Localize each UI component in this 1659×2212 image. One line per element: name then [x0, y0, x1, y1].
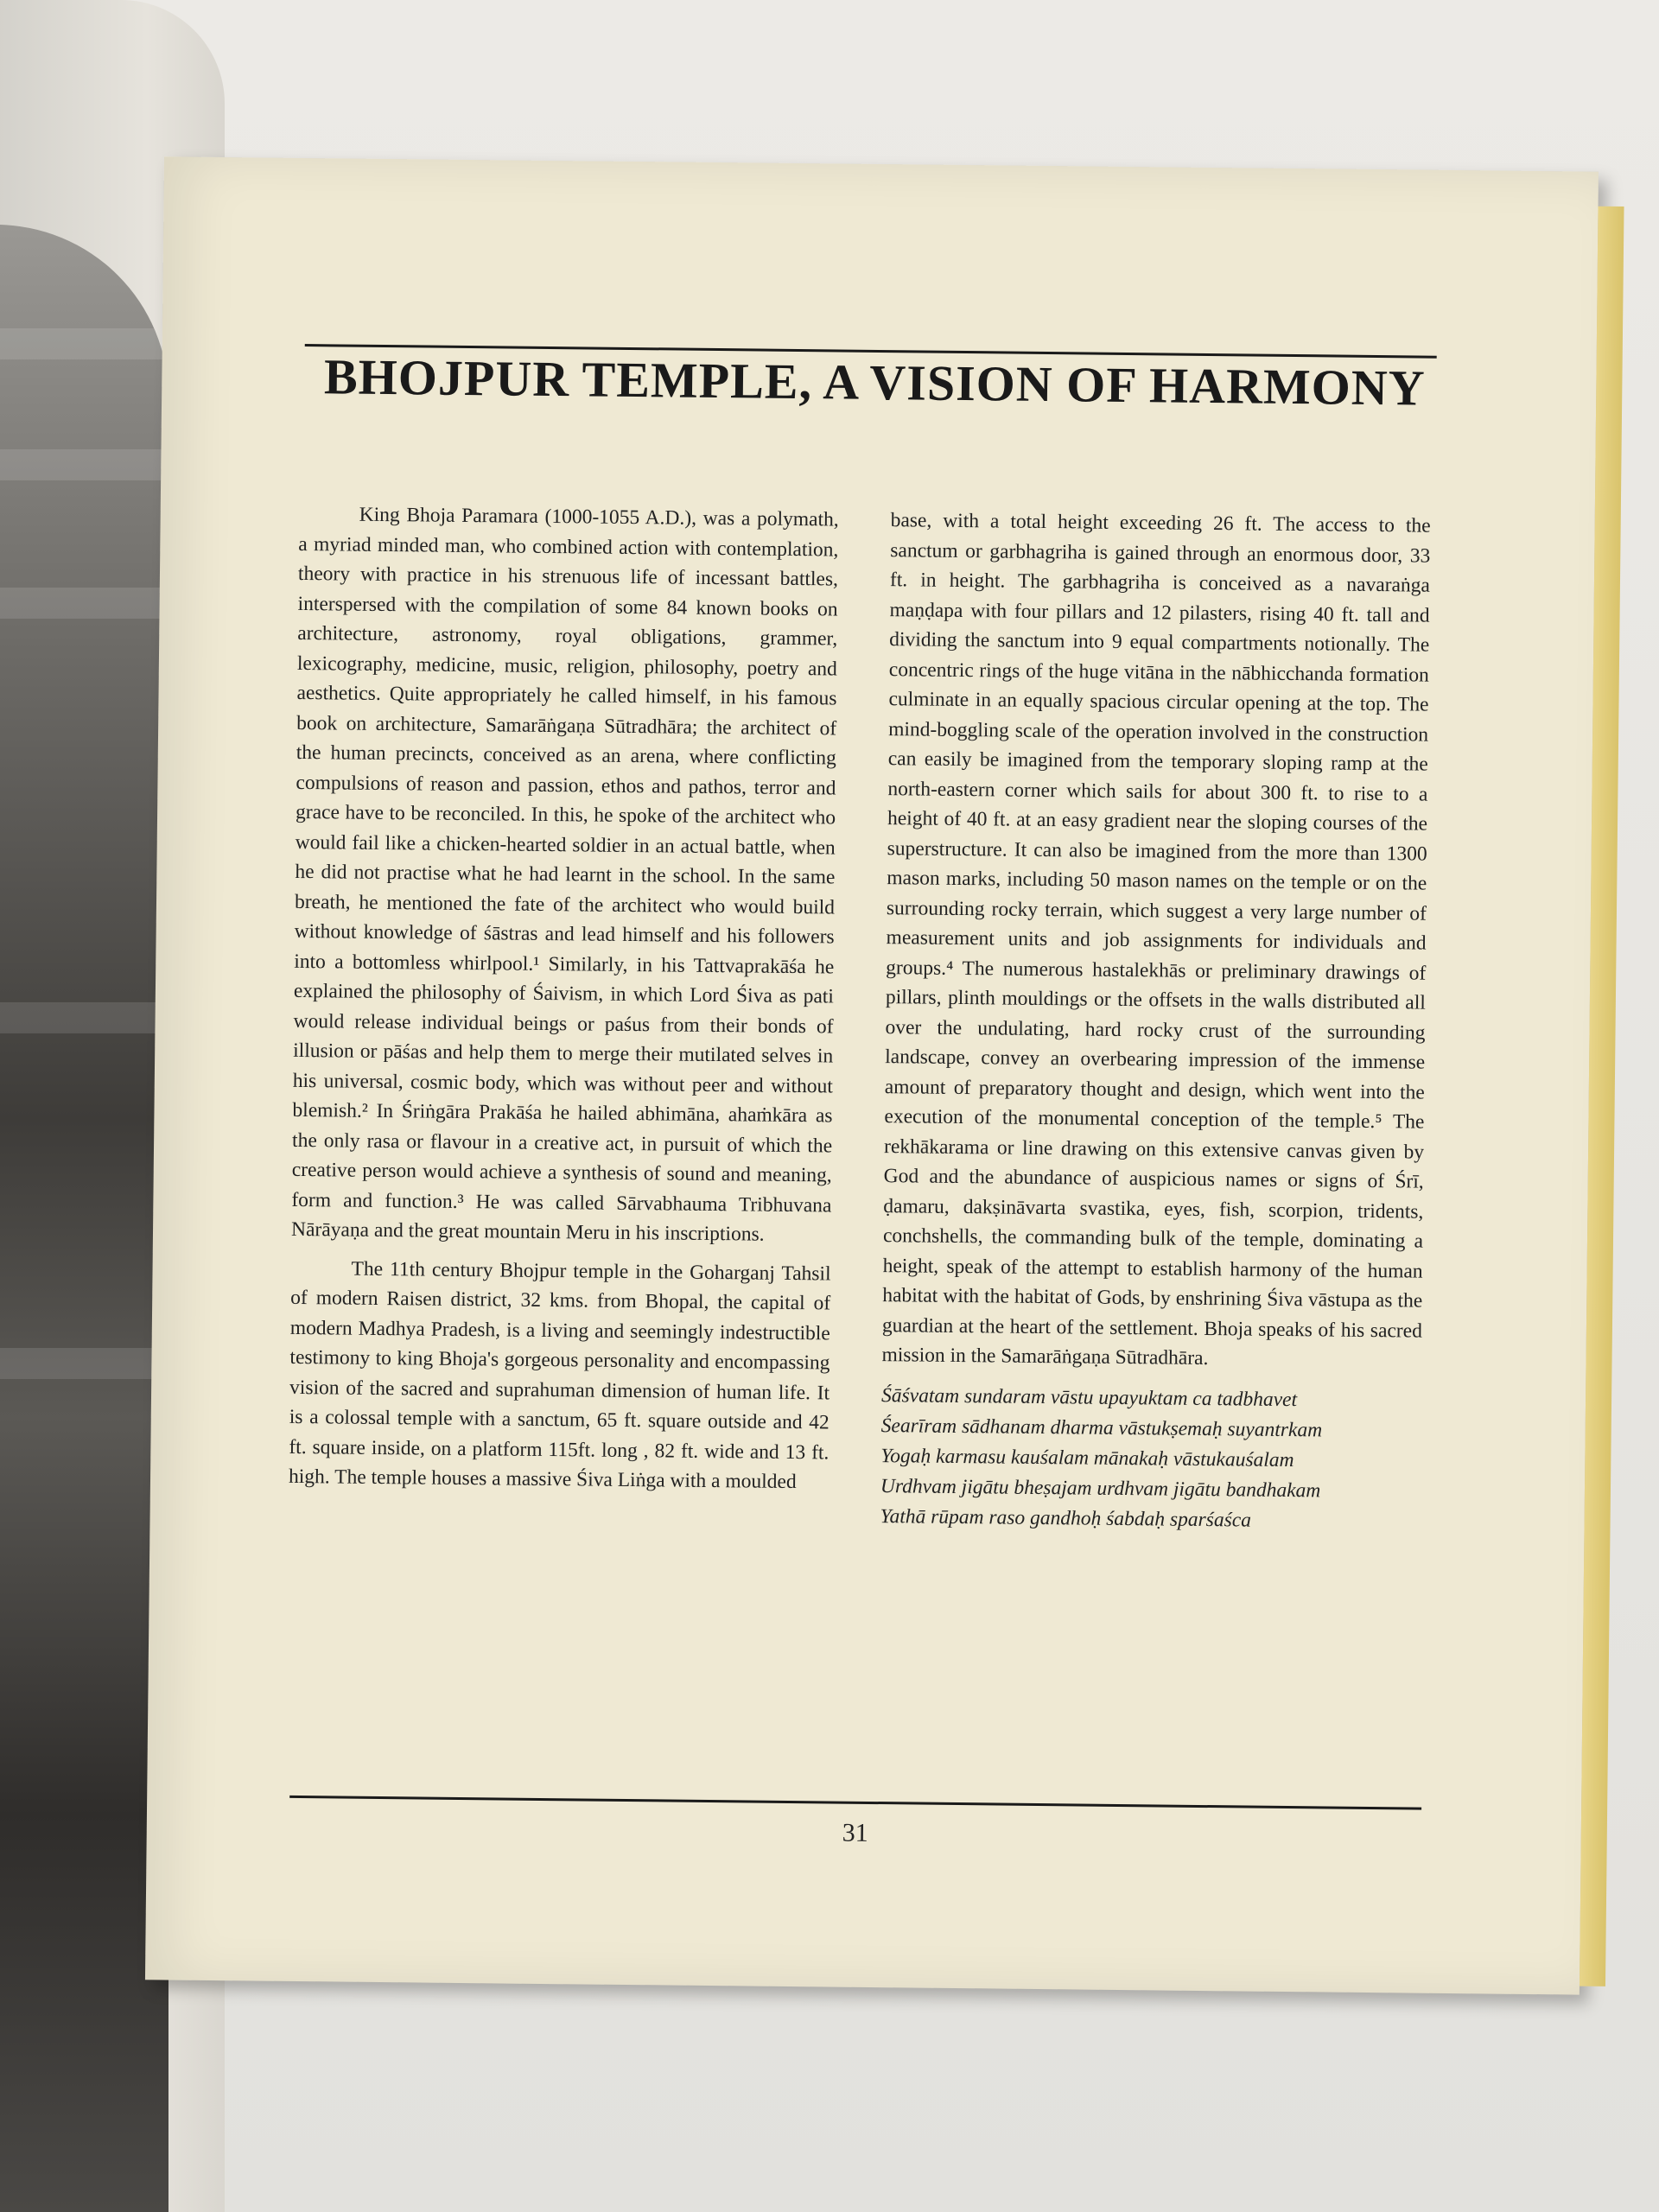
paragraph: The 11th century Bhojpur temple in the Goharganj Tahsil of modern Raisen district, 32 kms. from Bhopal, the capital of modern Madhya Pradesh, is a living and seemingly indestructible testimony to king Bhoja's gorgeous personality and encompassing vision of the sacred and suprahuman dimension of human life. It is a colossal temple with a sanctum, 65 ft. square outside and 42 ft. square inside, on a platform 115ft. long , 82 ft. wide and 13 ft. high. The temple houses a massive Śiva Liṅga with a moulded [288, 1257, 831, 1494]
verse-line: Yathā rūpam raso gandhoḥ śabdaḥ sparśaśca [880, 1504, 1252, 1532]
temple-photo [0, 225, 168, 2212]
article-page [145, 156, 1599, 1994]
left-column [289, 499, 839, 1497]
bottom-rule [289, 1796, 1421, 1810]
verse-line: Yogaḥ karmasu kauśalam mānakaḥ vāstukauśalam [880, 1444, 1294, 1471]
article-title: BHOJPUR TEMPLE, A VISION OF HARMONY [323, 348, 1426, 416]
paragraph: King Bhoja Paramara (1000-1055 A.D.), was a polymath, a myriad minded man, who combined action with contemplation, theory with practice in his strenuous life of incessant battles, interspersed with the compilation of some 84 known books on architecture, astronomy, royal obligations, grammer, lexicography, medicine, music, religion, philosophy, poetry and aesthetics. Quite appropriately he called himself, in his famous book on architecture, Samarāṅgaṇa Sūtradhāra; the architect of the human precincts, conceived as an arena, where conflicting compulsions of reason and passion, ethos and pathos, terror and grace have to be reconciled. In this, he spoke of the architect who would fail like a chicken-hearted soldier in an actual battle, when he did not practise what he had learnt in the school. In the same breath, he mentioned the fate of the architect who would build without knowledge of śāstras and lead himself and his followers into a bottomless whirlpool.¹ Similarly, in his Tattvaprakāśa he explained the philosophy of Śaivism, in which Lord Śiva as pati would release individual beings or paśus from their bonds of illusion or pāśas and help them to merge their mutilated selves in his universal, cosmic body, which was without peer and without blemish.² In Śriṅgāra Prakāśa he hailed abhimāna, ahaṁkāra as the only rasa or flavour in a creative act, in pursuit of which the creative person would achieve a synthesis of sound and meaning, form and function.³ He was called Sārvabhauma Tribhuvana Nārāyaṇa and the great mountain Meru in his inscriptions. [290, 503, 839, 1246]
verse-line: Śearīram sādhanam dharma vāstukṣemaḥ suyantrkam [880, 1414, 1323, 1441]
verse-line: Śāśvatam sundaram vāstu upayuktam ca tadbhavet [880, 1383, 1298, 1411]
verse-line: Urdhvam jigātu bheṣajam urdhvam jigātu bandhakam [880, 1474, 1321, 1502]
sanskrit-verse [880, 1381, 1421, 1538]
paragraph: base, with a total height exceeding 26 ft. The access to the sanctum or garbhagriha is gained through an enormous door, 33 ft. in height. The garbhagriha is conceived as a navaraṅga maṇḍapa with four pillars and 12 pilasters, rising 40 ft. tall and dividing the sanctum into 9 equal compartments notionally. The concentric rings of the huge vitāna in the nābhicchanda formation culminate in an equally spacious circular opening at the top. The mind-boggling scale of the operation involved in the construction can easily be imagined from the temporary sloping ramp at the north-eastern corner which sails for about 300 ft. to rise to a height of 40 ft. at an easy gradient near the sloping courses of the superstructure. It can also be imagined from the more than 1300 mason marks, including 50 mason names on the temple or on the surrounding rocky terrain, which suggest a very large number of measurement units and job assignments for individuals and groups.⁴ The numerous hastalekhās or preliminary drawings of pillars, plinth mouldings or the offsets in the walls distributed all over the undulating, hard rocky crust of the surrounding landscape, convey an overbearing impression of the immense amount of preparatory thought and design, which went into the execution of the monumental conception of the temple.⁵ The rekhākarama or line drawing on this extensive canvas given by God and the abundance of auspicious names or signs of Śrī, ḍamaru, dakṣināvarta svastika, eyes, fish, scorpion, tridents, conchshells, the commanding bulk of the temple, dominating a height, speak of the attempt to establish harmony of the human habitat with the habitat of Gods, by enshrining Śiva vāstupa as the guardian at the heart of the settlement. Bhoja speaks of his sacred mission in the Samarāṅgaṇa Sūtradhāra. [881, 509, 1431, 1370]
right-column [880, 505, 1430, 1537]
page-number: 31 [842, 1818, 868, 1847]
